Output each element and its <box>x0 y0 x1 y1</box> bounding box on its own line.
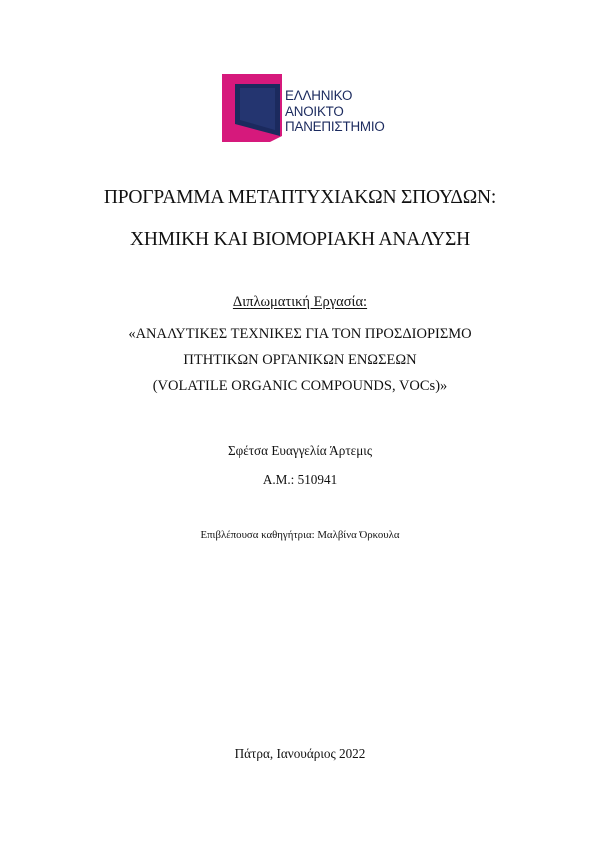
programme-title: ΠΡΟΓΡΑΜΜΑ ΜΕΤΑΠΤΥΧΙΑΚΩΝ ΣΠΟΥΔΩΝ: <box>103 187 497 208</box>
thesis-title-line-3: (VOLATILE ORGANIC COMPOUNDS, VOCs)» <box>152 378 448 394</box>
logo-line-1: ΕΛΛΗΝΙΚΟ <box>285 88 353 103</box>
logo-line-2: ΑΝΟΙΚΤΟ <box>285 103 344 119</box>
registration-number: Α.Μ.: 510941 <box>262 472 338 487</box>
logo-emblem-icon <box>222 72 284 144</box>
place-date: Πάτρα, Ιανουάριος 2022 <box>234 746 366 761</box>
programme-subtitle: ΧΗΜΙΚΗ ΚΑΙ ΒΙΟΜΟΡΙΑΚΗ ΑΝΑΛΥΣΗ <box>129 229 471 250</box>
author-name: Σφέτσα Ευαγγελία Άρτεμις <box>227 443 373 458</box>
thesis-label: Διπλωματική Εργασία: <box>232 294 368 310</box>
thesis-title-line-2: ΠΤΗΤΙΚΩΝ ΟΡΓΑΝΙΚΩΝ ΕΝΩΣΕΩΝ <box>183 352 417 368</box>
logo-line-3: ΠΑΝΕΠΙΣΤΗΜΙΟ <box>285 119 385 134</box>
logo-wordmark <box>285 88 385 135</box>
thesis-title-line-1: «ΑΝΑΛΥΤΙΚΕΣ ΤΕΧΝΙΚΕΣ ΓΙΑ ΤΟΝ ΠΡΟΣΔΙΟΡΙΣΜΟ <box>128 326 472 342</box>
supervisor: Επιβλέπουσα καθηγήτρια: Μαλβίνα Όρκουλα <box>200 529 400 541</box>
university-logo <box>222 72 407 144</box>
